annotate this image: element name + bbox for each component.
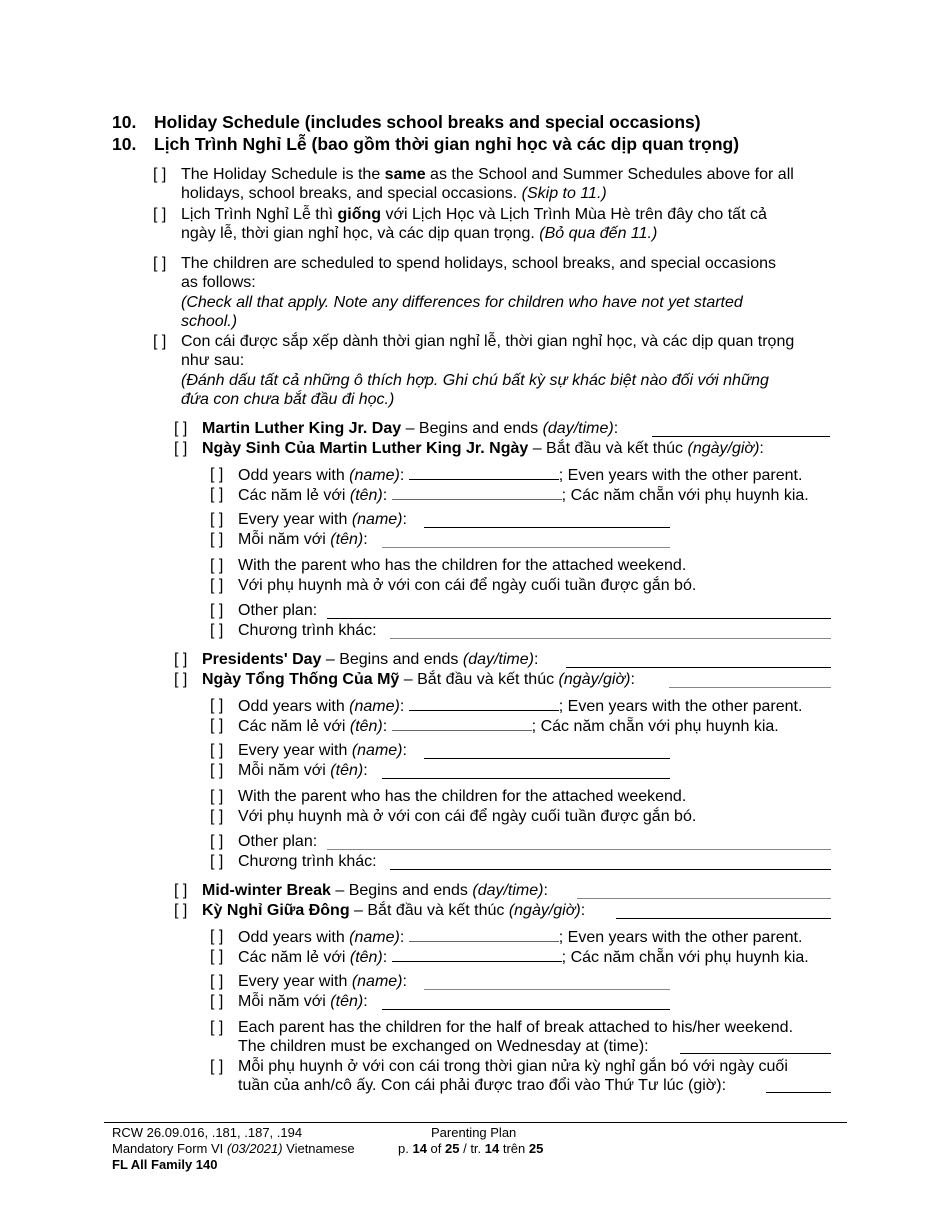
mlk-odd-checkbox[interactable]: [ ]	[210, 466, 224, 483]
mlk-weekend-vi: Với phụ huynh mà ở với con cái để ngày cuối tuần được gắn bó.	[238, 577, 697, 594]
mlk-other-checkbox-vi[interactable]: [ ]	[210, 622, 224, 639]
mw-daytime-field[interactable]	[577, 898, 831, 899]
scheduled-text-en-1: The children are scheduled to spend holidays, school breaks, and special occasions	[181, 255, 777, 272]
mw-half-time-field-vi[interactable]	[766, 1092, 831, 1093]
mw-half-time-field[interactable]	[680, 1053, 831, 1054]
pres-every-en: Every year with (name):	[238, 742, 407, 759]
mw-every-vi: Mỗi năm với (tên):	[238, 993, 368, 1010]
mlk-label-en: Martin Luther King Jr. Day – Begins and ends (day/time):	[202, 420, 619, 437]
footer-doc-title: Parenting Plan	[431, 1125, 517, 1140]
mw-every-en: Every year with (name):	[238, 973, 407, 990]
pres-weekend-en: With the parent who has the children for the attached weekend.	[238, 788, 687, 805]
same-option-checkbox-vi[interactable]: [ ]	[153, 206, 167, 223]
mw-half-checkbox[interactable]: [ ]	[210, 1019, 224, 1036]
mlk-other-checkbox[interactable]: [ ]	[210, 602, 224, 619]
mlk-every-vi: Mỗi năm với (tên):	[238, 531, 368, 548]
mlk-other-vi: Chương trình khác:	[238, 622, 377, 639]
scheduled-text-en-2: as follows:	[181, 274, 256, 291]
section-number-vi: 10.	[112, 134, 137, 154]
pres-every-name-field[interactable]	[424, 758, 670, 759]
mlk-label-vi: Ngày Sinh Của Martin Luther King Jr. Ngày – Bắt đầu và kết thúc (ngày/giờ):	[202, 440, 764, 457]
mw-label-en: Mid-winter Break – Begins and ends (day/time):	[202, 882, 548, 899]
pres-checkbox-vi[interactable]: [ ]	[174, 671, 188, 688]
mlk-every-name-field[interactable]	[424, 527, 670, 528]
mlk-odd-name-field-vi[interactable]	[392, 485, 562, 500]
mw-every-name-field-vi[interactable]	[382, 1009, 670, 1010]
mw-every-checkbox-vi[interactable]: [ ]	[210, 993, 224, 1010]
section-title-vi: 10. Lịch Trình Nghỉ Lễ (bao gồm thời gian nghỉ học và các dịp quan trọng)	[112, 134, 740, 154]
pres-checkbox[interactable]: [ ]	[174, 651, 188, 668]
mw-odd-vi: Các năm lẻ với (tên): ; Các năm chẵn với phụ huynh kia.	[238, 949, 809, 966]
pres-other-vi: Chương trình khác:	[238, 853, 377, 870]
mw-odd-checkbox[interactable]: [ ]	[210, 928, 224, 945]
mlk-daytime-field[interactable]	[652, 436, 830, 437]
mlk-odd-name-field[interactable]	[409, 465, 559, 480]
scheduled-option-checkbox-vi[interactable]: [ ]	[153, 333, 167, 350]
mw-checkbox-vi[interactable]: [ ]	[174, 902, 188, 919]
mlk-checkbox[interactable]: [ ]	[174, 420, 188, 437]
mw-every-checkbox[interactable]: [ ]	[210, 973, 224, 990]
mlk-odd-vi: Các năm lẻ với (tên): ; Các năm chẵn với phụ huynh kia.	[238, 487, 809, 504]
mlk-other-en: Other plan:	[238, 602, 318, 619]
pres-daytime-field[interactable]	[566, 667, 831, 668]
scheduled-text-vi-2: như sau:	[181, 352, 245, 369]
pres-label-vi: Ngày Tổng Thống Của Mỹ – Bắt đầu và kết thúc (ngày/giờ):	[202, 671, 635, 688]
scheduled-option-checkbox[interactable]: [ ]	[153, 255, 167, 272]
same-option-text-en: The Holiday Schedule is the same as the School and Summer Schedules above for all	[181, 166, 794, 183]
pres-odd-name-field-vi[interactable]	[392, 716, 532, 731]
same-option-checkbox[interactable]: [ ]	[153, 166, 167, 183]
mlk-every-name-field-vi[interactable]	[382, 547, 670, 548]
mlk-weekend-checkbox[interactable]: [ ]	[210, 557, 224, 574]
mlk-weekend-en: With the parent who has the children for the attached weekend.	[238, 557, 687, 574]
scheduled-text-vi-1: Con cái được sắp xếp dành thời gian nghỉ lễ, thời gian nghỉ học, và các dịp quan trọng	[181, 333, 795, 350]
mw-odd-checkbox-vi[interactable]: [ ]	[210, 948, 224, 965]
scheduled-text-en-3: (Check all that apply. Note any differences for children who have not yet started	[181, 294, 743, 311]
mlk-other-field-vi[interactable]	[390, 638, 831, 639]
mw-odd-name-field[interactable]	[409, 927, 559, 942]
pres-every-checkbox[interactable]: [ ]	[210, 742, 224, 759]
pres-weekend-checkbox-vi[interactable]: [ ]	[210, 808, 224, 825]
section-title-en: 10. Holiday Schedule (includes school breaks and special occasions)	[112, 112, 701, 132]
same-option-text-vi-2: ngày lễ, thời gian nghỉ học, và các dịp quan trọng. (Bỏ qua đến 11.)	[181, 225, 658, 242]
pres-every-checkbox-vi[interactable]: [ ]	[210, 762, 224, 779]
pres-other-field[interactable]	[327, 849, 831, 850]
footer-divider	[104, 1122, 847, 1123]
pres-odd-checkbox[interactable]: [ ]	[210, 697, 224, 714]
pres-other-en: Other plan:	[238, 833, 318, 850]
mw-odd-en: Odd years with (name): ; Even years with the other parent.	[238, 929, 803, 946]
scheduled-text-en-4: school.)	[181, 313, 238, 330]
pres-daytime-field-vi[interactable]	[669, 687, 831, 688]
mw-odd-name-field-vi[interactable]	[392, 947, 562, 962]
footer-page-number: p. 14 of 25 / tr. 14 trên 25	[398, 1141, 544, 1156]
same-option-text-vi: Lịch Trình Nghỉ Lễ thì giống với Lịch Học và Lịch Trình Mùa Hè trên đây cho tất cả	[181, 206, 767, 223]
pres-odd-en: Odd years with (name): ; Even years with the other parent.	[238, 698, 803, 715]
mlk-odd-checkbox-vi[interactable]: [ ]	[210, 486, 224, 503]
pres-label-en: Presidents' Day – Begins and ends (day/time):	[202, 651, 539, 668]
mlk-other-field[interactable]	[327, 618, 831, 619]
mw-checkbox[interactable]: [ ]	[174, 882, 188, 899]
pres-every-name-field-vi[interactable]	[382, 778, 670, 779]
mlk-every-en: Every year with (name):	[238, 511, 407, 528]
section-number: 10.	[112, 112, 137, 132]
mw-label-vi: Kỳ Nghỉ Giữa Đông – Bắt đầu và kết thúc (ngày/giờ):	[202, 902, 586, 919]
mlk-every-checkbox-vi[interactable]: [ ]	[210, 531, 224, 548]
scheduled-text-vi-4: đứa con chưa bắt đầu đi học.)	[181, 391, 395, 408]
pres-weekend-checkbox[interactable]: [ ]	[210, 788, 224, 805]
mw-half-vi-1: Mỗi phụ huynh ở với con cái trong thời gian nửa kỳ nghỉ gắn bó với ngày cuối	[238, 1058, 788, 1075]
mw-half-checkbox-vi[interactable]: [ ]	[210, 1058, 224, 1075]
pres-odd-name-field[interactable]	[409, 696, 559, 711]
pres-odd-vi: Các năm lẻ với (tên): ; Các năm chẵn với phụ huynh kia.	[238, 718, 779, 735]
pres-weekend-vi: Với phụ huynh mà ở với con cái để ngày cuối tuần được gắn bó.	[238, 808, 697, 825]
mlk-weekend-checkbox-vi[interactable]: [ ]	[210, 577, 224, 594]
mw-half-en-2: The children must be exchanged on Wednesday at (time):	[238, 1038, 649, 1055]
footer-form-id: FL All Family 140	[112, 1157, 218, 1172]
scheduled-text-vi-3: (Đánh dấu tất cả những ô thích hợp. Ghi chú bất kỳ sự khác biệt nào đối với những	[181, 372, 769, 389]
same-option-text-en-2: holidays, school breaks, and special occasions. (Skip to 11.)	[181, 185, 607, 202]
footer-form: Mandatory Form VI (03/2021) Vietnamese	[112, 1141, 355, 1156]
mw-daytime-field-vi[interactable]	[616, 918, 831, 919]
mlk-odd-en: Odd years with (name): ; Even years with the other parent.	[238, 467, 803, 484]
mlk-every-checkbox[interactable]: [ ]	[210, 511, 224, 528]
mw-half-vi-2: tuần của anh/cô ấy. Con cái phải được trao đổi vào Thứ Tư lúc (giờ):	[238, 1077, 727, 1094]
pres-other-checkbox-vi[interactable]: [ ]	[210, 853, 224, 870]
pres-every-vi: Mỗi năm với (tên):	[238, 762, 368, 779]
footer-rcw: RCW 26.09.016, .181, .187, .194	[112, 1125, 303, 1140]
pres-odd-checkbox-vi[interactable]: [ ]	[210, 717, 224, 734]
mw-every-name-field[interactable]	[424, 989, 670, 990]
mw-half-en-1: Each parent has the children for the half of break attached to his/her weekend.	[238, 1019, 794, 1036]
pres-other-field-vi[interactable]	[390, 869, 831, 870]
mlk-checkbox-vi[interactable]: [ ]	[174, 440, 188, 457]
pres-other-checkbox[interactable]: [ ]	[210, 833, 224, 850]
